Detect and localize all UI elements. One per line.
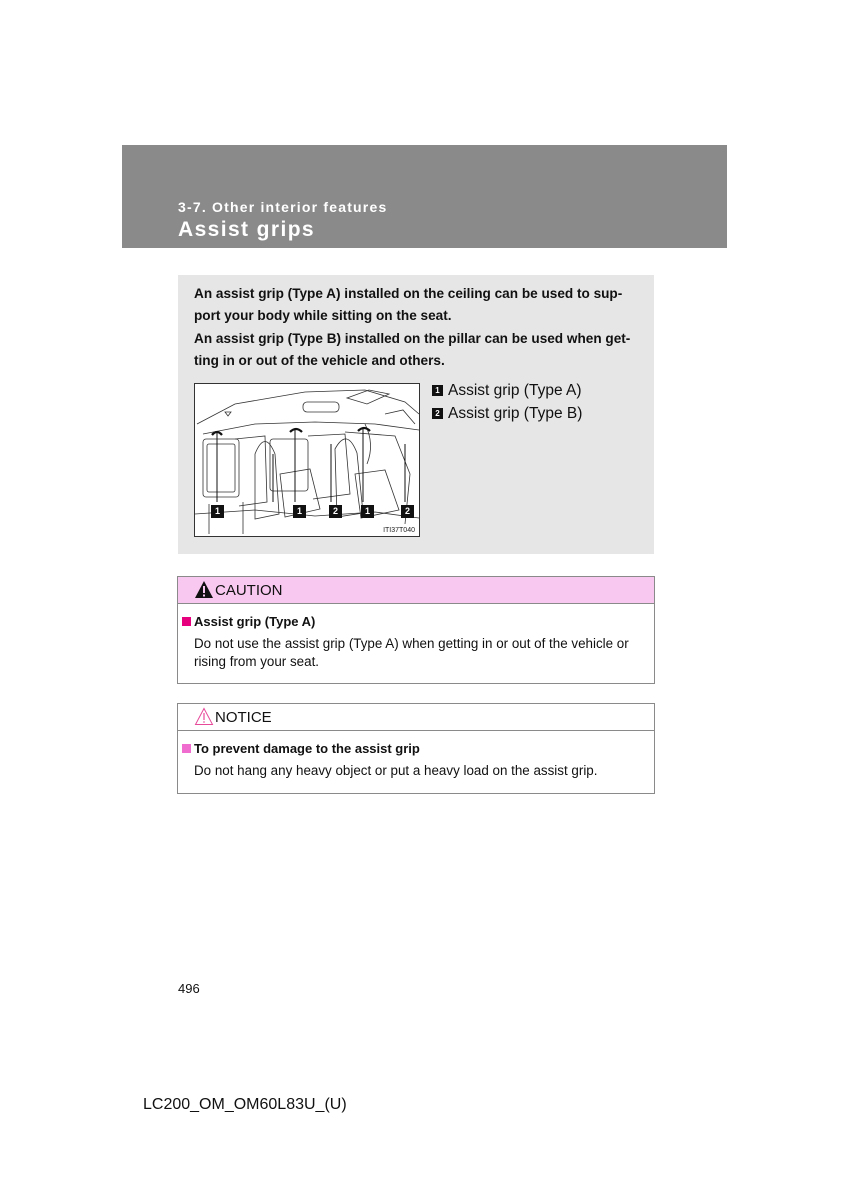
- page-number: 496: [178, 981, 200, 996]
- callout-badge: 2: [329, 505, 342, 518]
- caution-box: [177, 576, 655, 684]
- callout-badge: 1: [293, 505, 306, 518]
- notice-item-body: Do not hang any heavy object or put a heavy load on the assist grip.: [194, 763, 598, 778]
- caution-label: CAUTION: [215, 582, 283, 599]
- interior-drawing: [195, 384, 419, 536]
- notice-item-title: [182, 741, 420, 756]
- legend-number: 1: [432, 385, 443, 396]
- document-code: LC200_OM_OM60L83U_(U): [143, 1096, 347, 1113]
- legend-label: Assist grip (Type A): [448, 381, 582, 399]
- figure-legend: [432, 379, 582, 425]
- legend-item: [432, 379, 582, 402]
- section-label: 3-7. Other interior features: [178, 199, 388, 215]
- notice-box: [177, 703, 655, 794]
- legend-item: [432, 402, 582, 425]
- intro-paragraph-type-b: An assist grip (Type B) installed on the pillar can be used when get- ting in or out of the vehicle and others.: [194, 331, 631, 368]
- figure-code: ITI37T040: [383, 527, 415, 534]
- callout-badge: 1: [361, 505, 374, 518]
- legend-number: 2: [432, 408, 443, 419]
- intro-paragraph-type-a: An assist grip (Type A) installed on the ceiling can be used to sup- port your body while sitting on the seat.: [194, 286, 623, 323]
- caution-header: [178, 577, 654, 604]
- legend-label: Assist grip (Type B): [448, 404, 583, 422]
- callout-badge: 1: [211, 505, 224, 518]
- caution-item-body: Do not use the assist grip (Type A) when getting in or out of the vehicle or rising from your seat.: [194, 636, 629, 669]
- warning-triangle-icon: [194, 580, 214, 599]
- caution-item-title-text: Assist grip (Type A): [194, 614, 316, 629]
- section-header: [122, 145, 727, 248]
- notice-label: NOTICE: [215, 709, 272, 726]
- callout-badge: 2: [401, 505, 414, 518]
- vehicle-interior-illustration: [194, 383, 420, 537]
- warning-outline-icon: [194, 707, 214, 726]
- intro-box: [178, 275, 654, 554]
- notice-item-title-text: To prevent damage to the assist grip: [194, 741, 420, 756]
- square-bullet-icon: [182, 744, 191, 753]
- notice-header: [178, 704, 654, 731]
- caution-item-title: [182, 614, 315, 629]
- page-title: Assist grips: [178, 218, 316, 241]
- square-bullet-icon: [182, 617, 191, 626]
